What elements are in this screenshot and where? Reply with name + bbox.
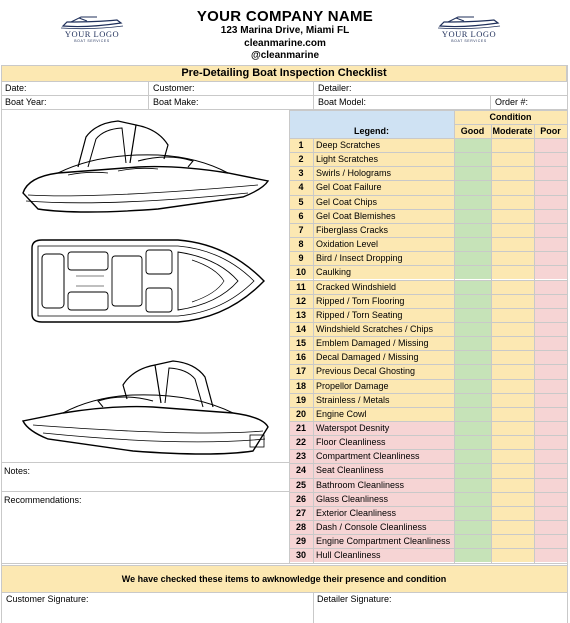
item-number: 10	[295, 267, 306, 278]
item-label: Hull Cleanliness	[316, 550, 381, 561]
moderate-checkbox[interactable]	[491, 265, 534, 279]
item-number: 23	[295, 451, 306, 462]
item-label: Gel Coat Blemishes	[316, 210, 396, 221]
moderate-checkbox[interactable]	[491, 180, 534, 194]
item-label: Gel Coat Chips	[316, 196, 378, 207]
moderate-checkbox[interactable]	[491, 237, 534, 251]
good-checkbox[interactable]	[454, 478, 491, 492]
item-number: 27	[295, 507, 306, 518]
good-checkbox[interactable]	[454, 435, 491, 449]
grid-line	[289, 393, 567, 394]
item-label: Gel Coat Failure	[316, 182, 382, 193]
grid-line	[289, 435, 567, 436]
poor-checkbox[interactable]	[534, 180, 567, 194]
item-label: Strainless / Metals	[316, 394, 390, 405]
poor-header: Poor	[540, 126, 561, 136]
poor-checkbox[interactable]	[534, 421, 567, 435]
moderate-checkbox[interactable]	[491, 407, 534, 421]
grid-line	[289, 280, 567, 281]
poor-checkbox[interactable]	[534, 534, 567, 548]
poor-checkbox[interactable]	[534, 209, 567, 223]
item-label: Previous Decal Ghosting	[316, 366, 416, 377]
item-label: Exterior Cleanliness	[316, 507, 397, 518]
grid-line	[289, 364, 567, 365]
logo-text: YOUR LOGO	[64, 29, 120, 39]
grid-line	[289, 180, 567, 181]
poor-checkbox[interactable]	[534, 492, 567, 506]
item-number: 13	[295, 309, 306, 320]
grid-line	[289, 336, 567, 337]
grid-line	[289, 308, 567, 309]
good-checkbox[interactable]	[454, 294, 491, 308]
grid-line	[289, 251, 567, 252]
item-number: 11	[296, 281, 306, 292]
moderate-checkbox[interactable]	[491, 463, 534, 477]
good-checkbox[interactable]	[454, 251, 491, 265]
recommendations-label: Recommendations:	[4, 495, 82, 505]
moderate-checkbox[interactable]	[491, 138, 534, 152]
grid-line	[289, 478, 567, 479]
good-checkbox[interactable]	[454, 223, 491, 237]
poor-checkbox[interactable]	[534, 393, 567, 407]
item-number: 28	[295, 522, 306, 533]
item-label: Swirls / Holograms	[316, 168, 392, 179]
moderate-checkbox[interactable]	[491, 421, 534, 435]
item-number: 3	[298, 168, 304, 179]
item-label: Windshield Scratches / Chips	[316, 323, 434, 334]
poor-checkbox[interactable]	[534, 308, 567, 322]
moderate-checkbox[interactable]	[491, 364, 534, 378]
grid-line	[454, 124, 567, 125]
condition-header: Condition	[489, 112, 532, 122]
poor-checkbox[interactable]	[534, 152, 567, 166]
boat-model-field[interactable]: Boat Model:	[318, 97, 367, 107]
grid-line	[289, 350, 567, 351]
logo-text: YOUR LOGO	[441, 29, 497, 39]
header	[0, 0, 570, 63]
detailer-field[interactable]: Detailer:	[318, 83, 352, 93]
poor-checkbox[interactable]	[534, 322, 567, 336]
grid-line	[289, 138, 567, 139]
good-checkbox[interactable]	[454, 449, 491, 463]
poor-checkbox[interactable]	[534, 520, 567, 534]
grid-line	[289, 506, 567, 507]
poor-checkbox[interactable]	[534, 364, 567, 378]
good-checkbox[interactable]	[454, 180, 491, 194]
grid-line	[289, 110, 290, 563]
grid-line	[289, 463, 567, 464]
moderate-header: Moderate	[492, 126, 533, 136]
item-label: Propellor Damage	[316, 380, 389, 391]
good-checkbox[interactable]	[454, 350, 491, 364]
moderate-checkbox[interactable]	[491, 435, 534, 449]
item-label: Bathroom Cleanliness	[316, 479, 405, 490]
poor-checkbox[interactable]	[534, 350, 567, 364]
grid-line	[289, 379, 567, 380]
moderate-checkbox[interactable]	[491, 379, 534, 393]
moderate-checkbox[interactable]	[491, 322, 534, 336]
grid-line	[313, 138, 314, 563]
moderate-checkbox[interactable]	[491, 280, 534, 294]
poor-checkbox[interactable]	[534, 548, 567, 562]
good-checkbox[interactable]	[454, 393, 491, 407]
grid-line	[454, 110, 455, 563]
date-field[interactable]: Date:	[5, 83, 27, 93]
grid-line	[289, 195, 567, 196]
item-number: 9	[298, 253, 304, 264]
grid-line	[289, 534, 567, 535]
item-label: Engine Cowl	[316, 408, 367, 419]
poor-checkbox[interactable]	[534, 478, 567, 492]
poor-checkbox[interactable]	[534, 379, 567, 393]
good-checkbox[interactable]	[454, 280, 491, 294]
company-website: cleanmarine.com	[244, 37, 326, 49]
grid-line	[289, 563, 567, 564]
moderate-checkbox[interactable]	[491, 492, 534, 506]
customer-signature-field[interactable]: Customer Signature:	[6, 594, 89, 604]
item-number: 24	[295, 465, 306, 476]
moderate-checkbox[interactable]	[491, 520, 534, 534]
grid-line	[491, 124, 492, 563]
moderate-checkbox[interactable]	[491, 195, 534, 209]
item-number: 18	[295, 380, 306, 391]
grid-line	[534, 124, 535, 563]
moderate-checkbox[interactable]	[491, 506, 534, 520]
item-number: 5	[298, 196, 304, 207]
poor-checkbox[interactable]	[534, 251, 567, 265]
grid-line	[289, 237, 567, 238]
item-number: 21	[295, 423, 306, 433]
moderate-checkbox[interactable]	[491, 534, 534, 548]
poor-checkbox[interactable]	[534, 407, 567, 421]
item-label: Deep Scratches	[316, 140, 381, 150]
moderate-checkbox[interactable]	[491, 251, 534, 265]
good-checkbox[interactable]	[454, 364, 491, 378]
moderate-checkbox[interactable]	[491, 449, 534, 463]
company-block	[0, 8, 570, 63]
grid-line	[289, 265, 567, 266]
item-number: 12	[295, 295, 306, 306]
good-checkbox[interactable]	[454, 336, 491, 350]
good-checkbox[interactable]	[454, 407, 491, 421]
item-label: Ripped / Torn Flooring	[316, 295, 405, 306]
item-number: 19	[295, 394, 306, 405]
item-label: Ripped / Torn Seating	[316, 309, 403, 320]
legend-header: Legend:	[354, 126, 389, 136]
good-checkbox[interactable]	[454, 548, 491, 562]
grid-line	[289, 421, 567, 422]
item-number: 25	[295, 479, 306, 490]
item-label: Floor Cleanliness	[316, 437, 386, 448]
info-row-2	[1, 96, 567, 110]
good-checkbox[interactable]	[454, 152, 491, 166]
good-checkbox[interactable]	[454, 520, 491, 534]
moderate-checkbox[interactable]	[491, 548, 534, 562]
good-checkbox[interactable]	[454, 463, 491, 477]
poor-checkbox[interactable]	[534, 265, 567, 279]
poor-checkbox[interactable]	[534, 138, 567, 152]
item-label: Dash / Console Cleanliness	[316, 522, 427, 533]
moderate-checkbox[interactable]	[491, 166, 534, 180]
item-label: Light Scratches	[316, 154, 379, 165]
grid-line	[289, 223, 567, 224]
grid-line	[289, 449, 567, 450]
poor-checkbox[interactable]	[534, 449, 567, 463]
item-number: 8	[298, 239, 304, 250]
item-label: Fiberglass Cracks	[316, 224, 389, 235]
poor-checkbox[interactable]	[534, 166, 567, 180]
page-title: Pre-Detailing Boat Inspection Checklist	[1, 65, 567, 82]
grid-line	[289, 322, 567, 323]
item-label: Waterspot Desnity	[316, 423, 390, 433]
item-label: Emblem Damaged / Missing	[316, 338, 429, 349]
poor-checkbox[interactable]	[534, 463, 567, 477]
item-label: Bird / Insect Dropping	[316, 253, 403, 264]
logo-subtext: BOAT SERVICES	[451, 39, 487, 43]
item-label: Oxidation Level	[316, 239, 379, 250]
poor-checkbox[interactable]	[534, 237, 567, 251]
item-number: 1	[298, 140, 304, 150]
grid-line	[289, 166, 567, 167]
item-number: 4	[298, 182, 304, 193]
company-name: YOUR COMPANY NAME	[196, 8, 374, 25]
moderate-checkbox[interactable]	[491, 393, 534, 407]
item-number: 16	[295, 352, 306, 363]
grid-line	[289, 407, 567, 408]
logo-subtext: BOAT SERVICES	[74, 39, 110, 43]
item-number: 20	[295, 408, 306, 419]
good-checkbox[interactable]	[454, 166, 491, 180]
item-number: 26	[295, 493, 306, 504]
item-number: 15	[295, 338, 306, 349]
company-handle: @cleanmarine	[250, 50, 320, 61]
poor-checkbox[interactable]	[534, 280, 567, 294]
moderate-checkbox[interactable]	[491, 350, 534, 364]
grid-line	[289, 294, 567, 295]
good-checkbox[interactable]	[454, 209, 491, 223]
item-number: 22	[295, 437, 306, 448]
good-checkbox[interactable]	[454, 308, 491, 322]
moderate-checkbox[interactable]	[491, 152, 534, 166]
item-number: 6	[298, 210, 304, 221]
moderate-checkbox[interactable]	[491, 308, 534, 322]
moderate-checkbox[interactable]	[491, 478, 534, 492]
boat-year-field[interactable]: Boat Year:	[5, 97, 47, 107]
poor-checkbox[interactable]	[534, 223, 567, 237]
good-checkbox[interactable]	[454, 265, 491, 279]
boat-side-view-illustration	[18, 115, 273, 215]
item-label: Cracked Windshield	[316, 281, 397, 292]
good-checkbox[interactable]	[454, 506, 491, 520]
grid-line	[289, 110, 567, 111]
poor-checkbox[interactable]	[534, 294, 567, 308]
item-number: 14	[295, 323, 306, 334]
notes-label: Notes:	[4, 466, 31, 476]
poor-checkbox[interactable]	[534, 195, 567, 209]
info-row-1	[1, 82, 567, 96]
good-checkbox[interactable]	[454, 379, 491, 393]
boat-top-view-illustration	[28, 236, 268, 326]
moderate-checkbox[interactable]	[491, 294, 534, 308]
item-number: 30	[295, 550, 306, 561]
grid-line	[289, 492, 567, 493]
item-label: Engine Compartment Cleanliness	[316, 536, 451, 547]
moderate-checkbox[interactable]	[491, 209, 534, 223]
customer-field[interactable]: Customer:	[153, 83, 195, 93]
grid-line	[289, 209, 567, 210]
boat-side-view-illustration	[18, 355, 273, 460]
detailer-signature-field[interactable]: Detailer Signature:	[317, 594, 392, 604]
item-number: 29	[295, 536, 306, 547]
grid-line	[289, 152, 567, 153]
order-field[interactable]: Order #:	[495, 97, 529, 107]
boat-make-field[interactable]: Boat Make:	[153, 97, 199, 107]
good-checkbox[interactable]	[454, 534, 491, 548]
item-label: Compartment Cleanliness	[316, 451, 420, 462]
acknowledgement-note: We have checked these items to awknowledge their presence and condition	[1, 565, 567, 592]
poor-checkbox[interactable]	[534, 336, 567, 350]
good-header: Good	[460, 126, 485, 136]
good-checkbox[interactable]	[454, 237, 491, 251]
good-checkbox[interactable]	[454, 492, 491, 506]
grid-line	[289, 548, 567, 549]
good-checkbox[interactable]	[454, 195, 491, 209]
item-label: Caulking	[316, 267, 352, 278]
item-label: Glass Cleanliness	[316, 493, 389, 504]
item-label: Seat Cleanliness	[316, 465, 384, 476]
company-address: 123 Marina Drive, Miami FL	[220, 25, 350, 36]
item-number: 17	[295, 366, 306, 377]
moderate-checkbox[interactable]	[491, 223, 534, 237]
poor-checkbox[interactable]	[534, 435, 567, 449]
item-label: Decal Damaged / Missing	[316, 352, 419, 363]
good-checkbox[interactable]	[454, 322, 491, 336]
good-checkbox[interactable]	[454, 421, 491, 435]
item-number: 2	[298, 154, 304, 165]
moderate-checkbox[interactable]	[491, 336, 534, 350]
good-checkbox[interactable]	[454, 138, 491, 152]
grid-line	[1, 563, 290, 564]
item-number: 7	[298, 224, 304, 235]
grid-line	[289, 520, 567, 521]
poor-checkbox[interactable]	[534, 506, 567, 520]
